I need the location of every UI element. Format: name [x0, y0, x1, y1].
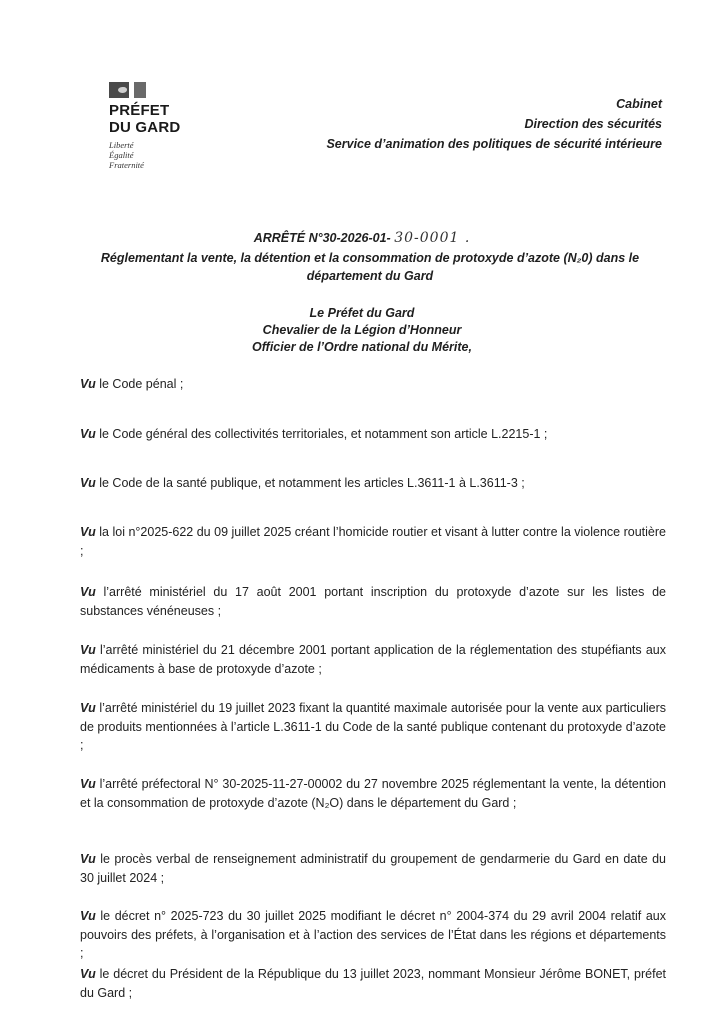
marianne-flag-icon — [109, 82, 180, 98]
service-direction: Direction des sécurités — [524, 117, 662, 131]
visa-text: le décret n° 2025-723 du 30 juillet 2025 modifiant le décret n° 2004-374 du 29 avril 2004 relatif aux pouvoirs des préfets, à l’organisation et à l’action des services de l’État dans les régions et départements ; — [80, 909, 666, 960]
visa-text: la loi n°2025-622 du 09 juillet 2025 créant l’homicide routier et visant à lutter contre la violence routière ; — [80, 525, 666, 558]
motto-fraternite: Fraternité — [109, 160, 144, 170]
visa-text: l’arrêté ministériel du 17 août 2001 portant inscription du protoxyde d’azote sur les listes de substances vénéneuses ; — [80, 585, 666, 618]
visa-text: le Code pénal ; — [99, 377, 184, 391]
vu-label: Vu — [80, 476, 96, 490]
vu-label: Vu — [80, 643, 96, 657]
vu-label: Vu — [80, 585, 96, 599]
vu-label: Vu — [80, 427, 96, 441]
logo-title-line2: DU GARD — [109, 119, 181, 136]
visa-paragraph — [80, 965, 666, 1002]
visa-paragraph — [80, 474, 666, 493]
prefect-titles — [0, 305, 724, 356]
visa-paragraph — [80, 583, 666, 620]
visa-text: le décret du Président de la République du 13 juillet 2023, nommant Monsieur Jérôme BONET, préfet du Gard ; — [80, 967, 666, 1000]
logo-title-line1: PRÉFET — [109, 102, 170, 119]
vu-label: Vu — [80, 852, 96, 866]
vu-label: Vu — [80, 377, 96, 391]
visa-text: le Code de la santé publique, et notamment les articles L.3611-1 à L.3611-3 ; — [99, 476, 525, 490]
visa-paragraph — [80, 850, 666, 887]
visa-text: l’arrêté ministériel du 19 juillet 2023 fixant la quantité maximale autorisée pour la vente aux particuliers de produits mentionnées à l’article L.3611-1 du Code de la santé publique contenant du protoxyde d’azote ; — [80, 701, 667, 752]
visa-text: l’arrêté préfectoral N° 30-2025-11-27-00002 du 27 novembre 2025 réglementant la vente, la détention et la consommation de protoxyde d’azote (N₂O) dans le département du Gard ; — [80, 777, 666, 810]
arrete-number-printed: ARRÊTÉ N°30-2026-01- — [253, 231, 391, 245]
vu-label: Vu — [80, 909, 96, 923]
visa-paragraph — [80, 425, 666, 444]
visa-paragraph — [80, 641, 666, 678]
arrete-subject: Réglementant la vente, la détention et la consommation de protoxyde d’azote (N₂0) dans le département du Gard — [100, 251, 640, 283]
vu-label: Vu — [80, 777, 96, 791]
vu-label: Vu — [80, 525, 96, 539]
arrete-number — [0, 230, 724, 246]
vu-label: Vu — [80, 701, 96, 715]
visa-text: l’arrêté ministériel du 21 décembre 2001 portant application de la réglementation des stupéfiants aux médicaments à base de protoxyde d’azote ; — [80, 643, 666, 676]
visa-paragraph — [80, 907, 666, 963]
republic-motto — [109, 140, 180, 170]
service-cabinet: Cabinet — [616, 97, 662, 111]
visa-paragraph — [80, 375, 666, 394]
prefect-name: Le Préfet du Gard — [309, 306, 415, 320]
motto-egalite: Égalité — [109, 150, 134, 160]
visa-paragraph — [80, 699, 666, 755]
service-unit: Service d’animation des politiques de sécurité intérieure — [326, 137, 662, 151]
vu-label: Vu — [80, 967, 96, 981]
issuing-service — [326, 94, 662, 154]
arrete-number-handwritten: 30-0001 . — [394, 230, 471, 246]
prefecture-logo — [109, 82, 180, 170]
visa-paragraph — [80, 775, 666, 812]
visa-text: le procès verbal de renseignement administratif du groupement de gendarmerie du Gard en date du 30 juillet 2024 ; — [80, 852, 666, 885]
visa-paragraph — [80, 523, 666, 560]
motto-liberte: Liberté — [109, 140, 134, 150]
visa-text: le Code général des collectivités territoriales, et notamment son article L.2215-1 ; — [99, 427, 548, 441]
prefect-honour-1: Chevalier de la Légion d’Honneur — [262, 323, 462, 337]
prefect-honour-2: Officier de l’Ordre national du Mérite, — [252, 340, 472, 354]
